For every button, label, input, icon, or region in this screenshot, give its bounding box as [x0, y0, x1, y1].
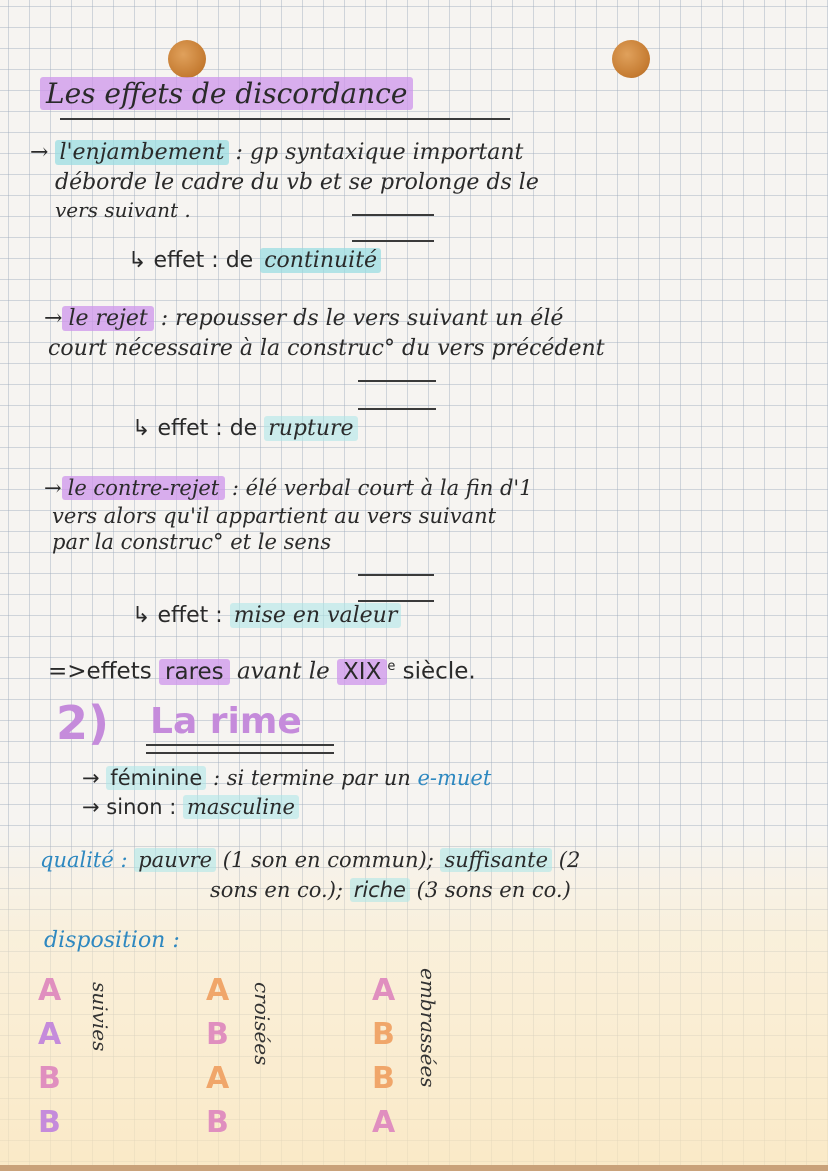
- section-title: La rime: [150, 701, 302, 742]
- effect-continuite: continuité: [260, 248, 381, 273]
- contre-rejet-line-2: vers alors qu'il appartient au vers suivant: [52, 504, 497, 528]
- enjambement-line-3: vers suivant .: [55, 198, 191, 222]
- rares-highlight: rares: [159, 659, 230, 685]
- effect-arrow-icon: ↳: [132, 416, 151, 441]
- riche-term: riche: [350, 878, 410, 902]
- e-muet-term: e-muet: [417, 766, 492, 790]
- masculine-term: masculine: [183, 795, 299, 819]
- rejet-line-1: → le rejet : repousser ds le vers suivant un élé: [44, 306, 564, 331]
- scheme-embrassees-letter-2: B: [372, 1017, 395, 1052]
- scheme-croisees-letter-2: B: [206, 1017, 229, 1052]
- scheme-suivies-letter-1: A: [38, 973, 62, 1008]
- masculine-line: → sinon : masculine: [82, 797, 299, 818]
- scheme-croisees-letter-3: A: [206, 1061, 230, 1096]
- title-underline: [60, 118, 510, 120]
- century-highlight: XIX: [337, 659, 387, 685]
- section-underline-1: [146, 744, 334, 746]
- rejet-effect: ↳ effet : de rupture: [132, 418, 358, 440]
- scheme-croisees-name: croisées: [250, 982, 274, 1066]
- enjambement-line-2: déborde le cadre du vb et se prolonge ds le: [55, 170, 539, 195]
- binder-hole-left: [168, 40, 206, 78]
- qualite-label: qualité :: [40, 848, 128, 872]
- page-bottom-edge: [0, 1165, 828, 1171]
- page-title: Les effets de discordance: [40, 80, 413, 108]
- enjambement-effect: ↳ effet : de continuité: [128, 250, 381, 272]
- contre-rejet-divider: [358, 574, 434, 576]
- effect-arrow-icon: ↳: [128, 248, 147, 273]
- scheme-suivies-letter-3: B: [38, 1061, 61, 1096]
- contre-rejet-divider-2: [358, 600, 434, 602]
- pauvre-term: pauvre: [134, 848, 216, 872]
- disposition-label: disposition :: [44, 928, 180, 953]
- qualite-line-2: sons en co.); riche (3 sons en co.): [210, 878, 571, 902]
- scheme-suivies-letter-2: A: [38, 1017, 62, 1052]
- binder-hole-right: [612, 40, 650, 78]
- scheme-embrassees-letter-4: A: [372, 1105, 396, 1140]
- effect-rupture: rupture: [264, 416, 357, 441]
- qualite-line-1: qualité : pauvre (1 son en commun); suffisante (2: [40, 848, 581, 872]
- scheme-embrassees-name: embrassées: [416, 968, 440, 1088]
- contre-rejet-effect: ↳ effet : mise en valeur: [132, 605, 401, 627]
- rejet-divider-2: [358, 408, 436, 410]
- section-number: 2): [56, 696, 110, 750]
- scheme-croisees-letter-4: B: [206, 1105, 229, 1140]
- rejet-term: le rejet: [62, 306, 153, 331]
- rejet-divider: [358, 380, 436, 382]
- enjambement-line-1: → l'enjambement : gp syntaxique important: [30, 140, 524, 165]
- rejet-line-2: court nécessaire à la construc° du vers précédent: [48, 336, 605, 361]
- enjambement-divider: [352, 214, 434, 216]
- enjambement-divider-2: [352, 240, 434, 242]
- scheme-suivies-name: suivies: [88, 982, 112, 1052]
- feminine-line: → féminine : si termine par un e-muet: [82, 766, 492, 790]
- scheme-embrassees-letter-3: B: [372, 1061, 395, 1096]
- feminine-term: féminine: [106, 766, 206, 790]
- enjambement-term: l'enjambement: [55, 140, 228, 165]
- section-underline-2: [146, 752, 334, 754]
- contre-rejet-line-1: → le contre-rejet : élé verbal court à la fin d'1: [44, 476, 533, 500]
- scheme-croisees-letter-1: A: [206, 973, 230, 1008]
- contre-rejet-term: le contre-rejet: [62, 476, 226, 500]
- effect-arrow-icon: ↳: [132, 603, 151, 628]
- contre-rejet-line-3: par la construc° et le sens: [52, 530, 332, 554]
- scheme-suivies-letter-4: B: [38, 1105, 61, 1140]
- scheme-embrassees-letter-1: A: [372, 973, 396, 1008]
- conclusion-line: =>effets rares avant le XIX $^e$ siècle.: [48, 658, 476, 685]
- effect-mise-en-valeur: mise en valeur: [230, 603, 402, 628]
- suffisante-term: suffisante: [440, 848, 552, 872]
